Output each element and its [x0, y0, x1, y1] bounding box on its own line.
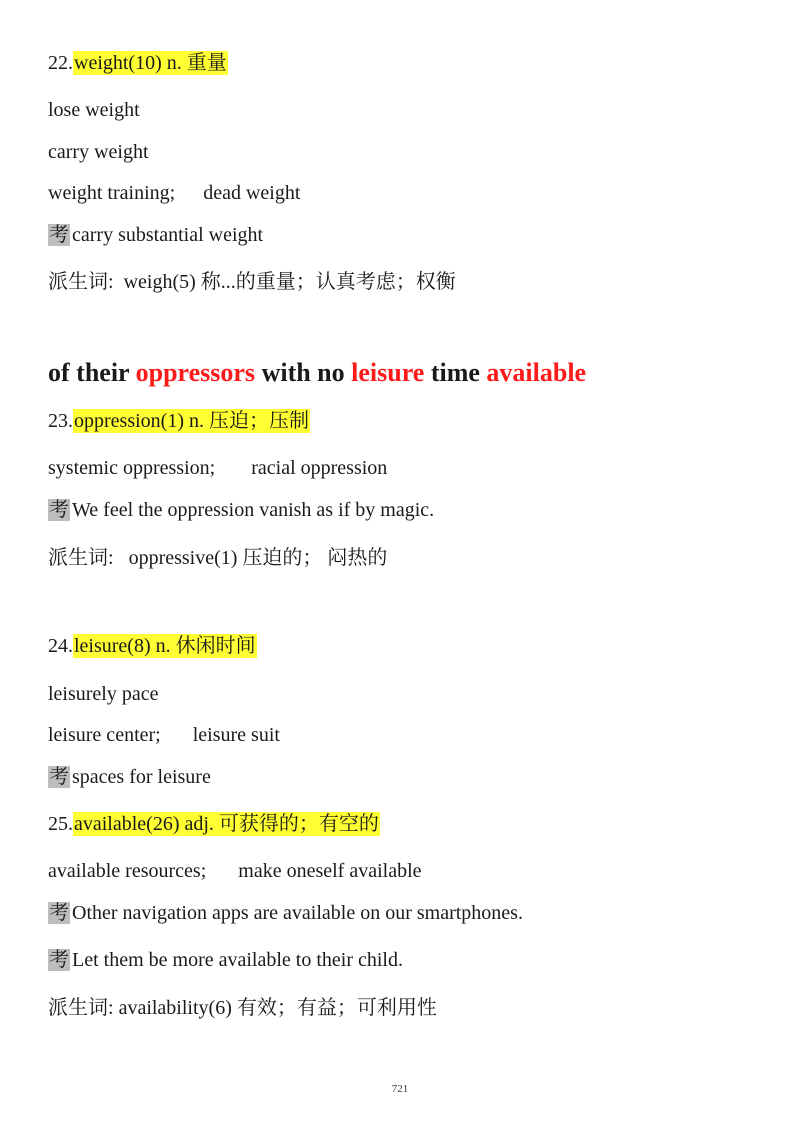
exam-mark: 考: [49, 499, 69, 521]
exam-text: Let them be more available to their child.: [72, 949, 403, 971]
exam-example: [48, 947, 403, 973]
exam-text: We feel the oppression vanish as if by magic.: [72, 499, 435, 521]
phrase-line: carry weight: [48, 141, 149, 163]
phrase-pair: [48, 858, 422, 884]
entry-header: [48, 811, 380, 837]
example-sentence-headline: [48, 356, 586, 390]
page-number: 721: [391, 1083, 409, 1095]
phrase-line: lose weight: [48, 99, 140, 121]
phrase: dead weight: [203, 182, 301, 204]
entry-header: [48, 408, 310, 434]
phrase-line: leisurely pace: [48, 683, 159, 705]
headline-part: with no: [255, 358, 352, 387]
headline-keyword: leisure: [351, 358, 425, 387]
phrase: leisure center;: [48, 724, 161, 746]
entry-headword: oppression(1) n. 压迫；压制: [74, 410, 309, 432]
derived-text: oppressive(1) 压迫的； 闷热的: [128, 547, 388, 569]
derived-label: 派生词:: [48, 271, 114, 293]
headline-part: time: [424, 358, 487, 387]
phrase: leisure suit: [192, 724, 280, 746]
entry-number: 23.: [48, 410, 73, 432]
phrase-pair: [48, 180, 300, 206]
phrase-pair: [48, 722, 280, 748]
derived-label: 派生词:: [48, 547, 114, 569]
derived-line: [48, 545, 387, 571]
exam-example: [48, 222, 263, 248]
exam-example: [48, 764, 211, 790]
exam-example: [48, 900, 523, 926]
entry-header: [48, 633, 257, 659]
phrase: racial oppression: [251, 457, 388, 479]
entry-headword: available(26) adj. 可获得的；有空的: [74, 813, 379, 835]
entry-number: 24.: [48, 635, 73, 657]
entry-number: 25.: [48, 813, 73, 835]
entry-number: 22.: [48, 52, 73, 74]
entry-headword: weight(10) n. 重量: [74, 52, 227, 74]
exam-mark: 考: [49, 766, 69, 788]
derived-label: 派生词:: [48, 997, 114, 1019]
phrase: weight training;: [48, 182, 176, 204]
derived-text: weigh(5) 称...的重量；认真考虑；权衡: [123, 271, 456, 293]
exam-text: carry substantial weight: [72, 224, 264, 246]
exam-mark: 考: [49, 224, 69, 246]
entry-headword: leisure(8) n. 休闲时间: [74, 635, 256, 657]
derived-line: [48, 269, 456, 295]
phrase-pair: [48, 455, 387, 481]
headline-keyword: oppressors: [135, 358, 256, 387]
derived-line: [48, 995, 437, 1021]
phrase: systemic oppression;: [48, 457, 216, 479]
derived-text: availability(6) 有效；有益；可利用性: [118, 997, 437, 1019]
phrase: make oneself available: [238, 860, 422, 882]
exam-text: Other navigation apps are available on our smartphones.: [72, 902, 523, 924]
exam-text: spaces for leisure: [72, 766, 211, 788]
entry-header: [48, 50, 228, 76]
headline-keyword: available: [486, 358, 587, 387]
headline-part: of their: [48, 358, 136, 387]
exam-mark: 考: [49, 902, 69, 924]
exam-example: [48, 497, 434, 523]
phrase: available resources;: [48, 860, 207, 882]
exam-mark: 考: [49, 949, 69, 971]
